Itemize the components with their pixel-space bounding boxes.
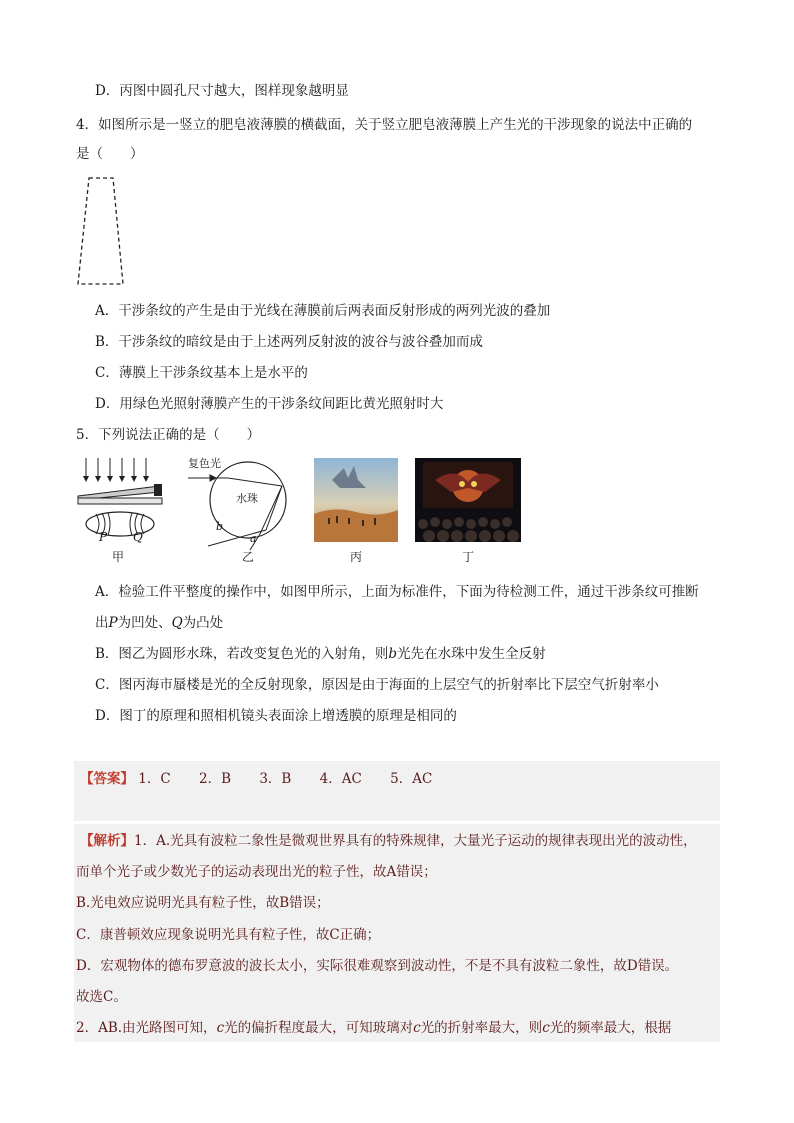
answer-label: 【答案】 bbox=[80, 771, 134, 787]
q4-stem-line1: 4．如图所示是一竖立的肥皂液薄膜的横截面，关于竖立肥皂液薄膜上产生光的干涉现象的说法中正确的 bbox=[76, 117, 693, 133]
q3-option-d: D．丙图中圆孔尺寸越大，图样现象越明显 bbox=[95, 83, 349, 99]
figure-yi-ray-b: b bbox=[216, 520, 224, 533]
q5-option-b: B．图乙为圆形水珠，若改变复色光的入射角，则b光先在水珠中发生全反射 bbox=[95, 646, 546, 662]
figure-jia-flatness-test bbox=[74, 456, 174, 546]
q4-stem-line2: 是（ ） bbox=[76, 146, 144, 162]
q5-option-a-line2: 出P为凹处、Q为凸处 bbox=[95, 615, 224, 631]
q4-option-b: B．干涉条纹的暗纹是由于上述两列反射波的波谷与波谷叠加而成 bbox=[95, 334, 483, 350]
variable-b: b bbox=[388, 646, 398, 662]
q5-option-d: D．图丁的原理和照相机镜头表面涂上增透膜的原理是相同的 bbox=[95, 708, 457, 724]
figure-jia-label-p: P bbox=[99, 530, 108, 544]
q5-stem: 5．下列说法正确的是（ ） bbox=[76, 427, 261, 443]
analysis-label: 【解析】 bbox=[80, 833, 134, 849]
answer-item: 4．AC bbox=[319, 771, 362, 787]
figure-yi-droplet-label: 水珠 bbox=[236, 492, 258, 505]
analysis-line7: 2．AB.由光路图可知，c光的偏折程度最大，可知玻璃对c光的折射率最大，则c光的频率最大，根据 bbox=[76, 1020, 672, 1036]
analysis-line6: 故选C。 bbox=[76, 989, 127, 1005]
figure-bing-caption: 丙 bbox=[349, 550, 362, 564]
figure-jia-caption: 甲 bbox=[111, 550, 124, 564]
answer-line bbox=[80, 770, 456, 788]
q4-option-c: C．薄膜上干涉条纹基本上是水平的 bbox=[95, 365, 308, 381]
figure-jia-label-q: Q bbox=[133, 530, 143, 544]
answer-item: 3．B bbox=[259, 771, 292, 787]
variable-q: Q bbox=[171, 615, 183, 631]
q5-option-c: C．图丙海市蜃楼是光的全反射现象，原因是由于海面的上层空气的折射率比下层空气折射率小 bbox=[95, 677, 659, 693]
q4-option-a: A．干涉条纹的产生是由于光线在薄膜前后两表面反射形成的两列光波的叠加 bbox=[95, 303, 551, 319]
figure-ding-3d-cinema-photo bbox=[415, 458, 521, 542]
analysis-line5: D．宏观物体的德布罗意波的波长太小，实际很难观察到波动性，不是不具有波粒二象性，故D错误。 bbox=[76, 958, 679, 974]
analysis-line1: 【解析】1．A.光具有波粒二象性是微观世界具有的特殊规律，大量光子运动的规律表现出光的波动性， bbox=[80, 833, 697, 849]
soap-film-outline bbox=[78, 178, 123, 284]
analysis-line3: B.光电效应说明光具有粒子性，故B错误； bbox=[76, 895, 330, 911]
figure-yi-ray-a: a bbox=[250, 532, 257, 545]
answer-item: 1．C bbox=[138, 771, 171, 787]
variable-p: P bbox=[108, 615, 118, 631]
q4-option-d: D．用绿色光照射薄膜产生的干涉条纹间距比黄光照射时大 bbox=[95, 396, 444, 412]
answer-item: 2．B bbox=[199, 771, 232, 787]
analysis-line4: C．康普顿效应现象说明光具有粒子性，故C正确； bbox=[76, 927, 381, 943]
figure-bing-mirage-photo bbox=[314, 458, 398, 542]
q5-option-a-line1: A．检验工件平整度的操作中，如图甲所示，上面为标准件，下面为待检测工件，通过干涉条纹可推断 bbox=[95, 584, 699, 600]
analysis-line2: 而单个光子或少数光子的运动表现出光的粒子性，故A错误； bbox=[76, 864, 437, 880]
figure-yi-incident-label: 复色光 bbox=[188, 457, 221, 470]
figure-yi-caption: 乙 bbox=[241, 550, 254, 564]
soap-film-cross-section-figure bbox=[74, 174, 130, 288]
answer-item: 5．AC bbox=[390, 771, 433, 787]
figure-ding-caption: 丁 bbox=[461, 550, 474, 564]
